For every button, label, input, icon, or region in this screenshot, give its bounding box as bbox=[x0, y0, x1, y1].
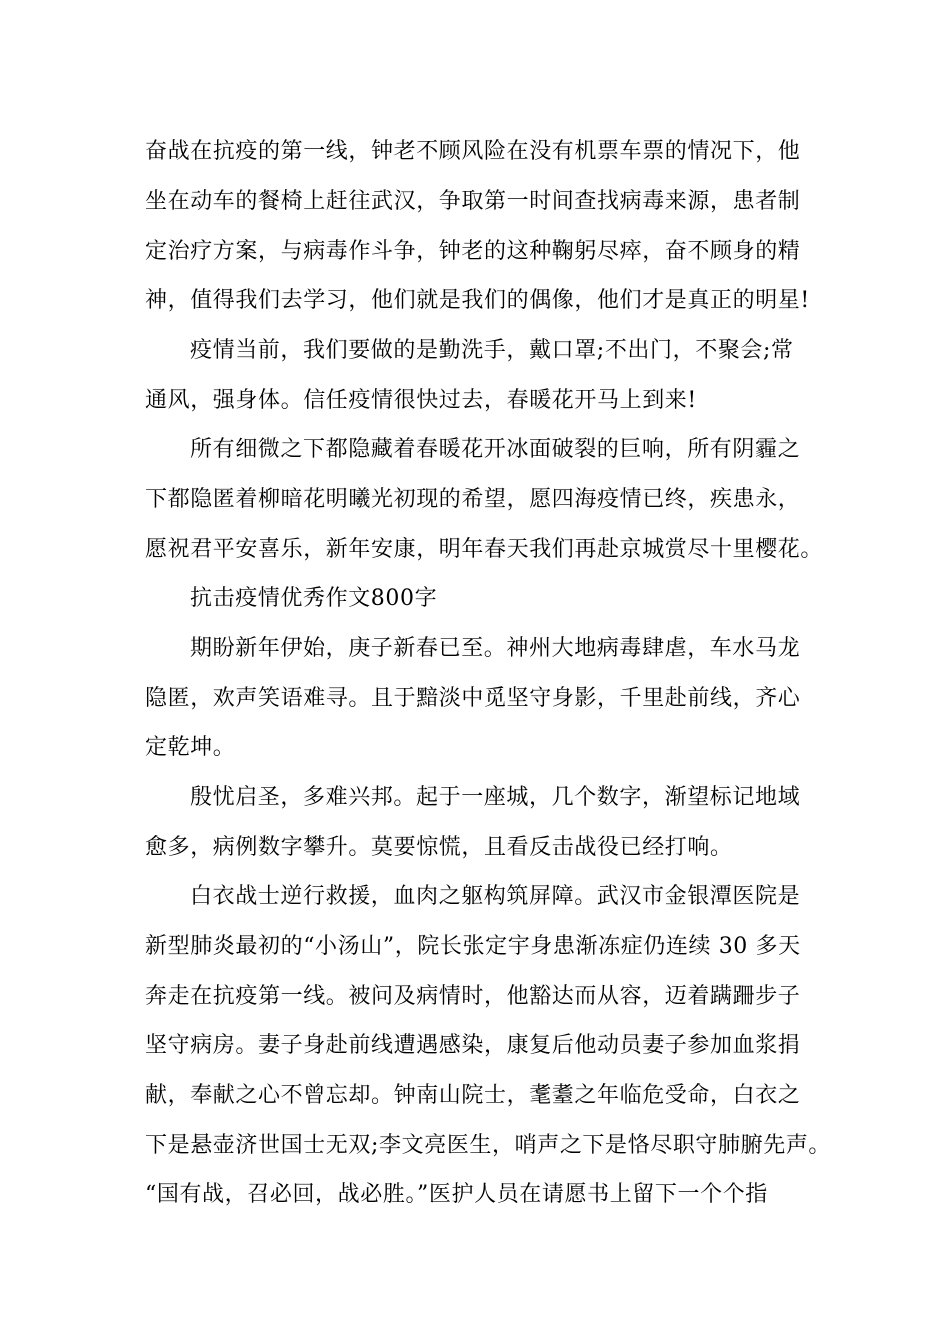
paragraph-first-line: 白衣战士逆行救援，血肉之躯构筑屏障。武汉市金银潭医院是 bbox=[190, 884, 801, 909]
body-text-line: 下是悬壶济世国士无双;李文亮医生，哨声之下是恪尽职守肺腑先声。 bbox=[145, 1133, 832, 1158]
body-text-line: 下都隐匿着柳暗花明曦光初现的希望，愿四海疫情已终，疾患永， bbox=[145, 487, 801, 512]
body-text-line: “国有战，召必回，战必胜。”医护人员在请愿书上留下一个个指 bbox=[145, 1182, 768, 1207]
paragraph-first-line: 殷忧启圣，多难兴邦。起于一座城，几个数字，渐望标记地域 bbox=[190, 785, 801, 810]
body-text-line: 神，值得我们去学习，他们就是我们的偶像，他们才是真正的明星! bbox=[145, 288, 810, 313]
body-text-line: 愿祝君平安喜乐，新年安康，明年春天我们再赴京城赏尽十里樱花。 bbox=[145, 537, 824, 562]
body-text-line: 献，奉献之心不曾忘却。钟南山院士，耄耋之年临危受命，白衣之 bbox=[145, 1083, 801, 1108]
body-text-line: 隐匿，欢声笑语难寻。且于黯淡中觅坚守身影，千里赴前线，齐心 bbox=[145, 686, 801, 711]
body-text-line: 愈多，病例数字攀升。莫要惊慌，且看反击战役已经打响。 bbox=[145, 835, 733, 860]
body-text-line: 定治疗方案，与病毒作斗争，钟老的这种鞠躬尽瘁，奋不顾身的精 bbox=[145, 239, 801, 264]
body-text-line: 新型肺炎最初的“小汤山”，院长张定宇身患渐冻症仍连续 30 多天 bbox=[145, 934, 801, 959]
body-text-line: 定乾坤。 bbox=[145, 735, 236, 760]
paragraph-first-line: 所有细微之下都隐藏着春暖花开冰面破裂的巨响，所有阴霾之 bbox=[190, 437, 801, 462]
body-text-line: 坚守病房。妻子身赴前线遭遇感染，康复后他动员妻子参加血浆捐 bbox=[145, 1033, 801, 1058]
body-text-line: 通风，强身体。信任疫情很快过去，春暖花开马上到来! bbox=[145, 388, 697, 413]
section-heading: 抗击疫情优秀作文800字 bbox=[190, 586, 438, 611]
paragraph-first-line: 疫情当前，我们要做的是勤洗手，戴口罩;不出门，不聚会;常 bbox=[190, 338, 794, 363]
body-text-line: 奋战在抗疫的第一线，钟老不顾风险在没有机票车票的情况下，他 bbox=[145, 139, 801, 164]
body-text-line: 坐在动车的餐椅上赶往武汉，争取第一时间查找病毒来源，患者制 bbox=[145, 189, 801, 214]
paragraph-first-line: 期盼新年伊始，庚子新春已至。神州大地病毒肆虐，车水马龙 bbox=[190, 636, 801, 661]
body-text-line: 奔走在抗疫第一线。被问及病情时，他豁达而从容，迈着蹒跚步子 bbox=[145, 984, 801, 1009]
